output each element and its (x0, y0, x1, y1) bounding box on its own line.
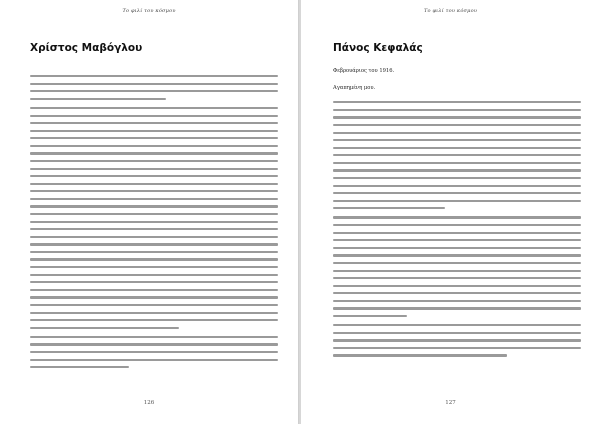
running-header-left: Το φιλί του κόσμου (122, 8, 176, 14)
salutation: Αγαπημένη μου. (333, 84, 376, 91)
page-number-left: 126 (143, 400, 155, 406)
body-text-right (333, 68, 581, 362)
page-number-right: 127 (445, 400, 456, 406)
author-name-right: Πάνος Κεφαλάς (333, 42, 423, 54)
right-page (301, 0, 600, 424)
left-page (0, 0, 299, 424)
text-block (30, 75, 278, 368)
text-block (333, 101, 581, 356)
running-header-right: Το φιλί του κόσμου (423, 8, 478, 14)
author-name-left: Χρίστος Μαβόγλου (30, 42, 143, 54)
body-text-left (30, 70, 278, 374)
date-line: Φεβρουάριος του 1916. (333, 68, 395, 74)
